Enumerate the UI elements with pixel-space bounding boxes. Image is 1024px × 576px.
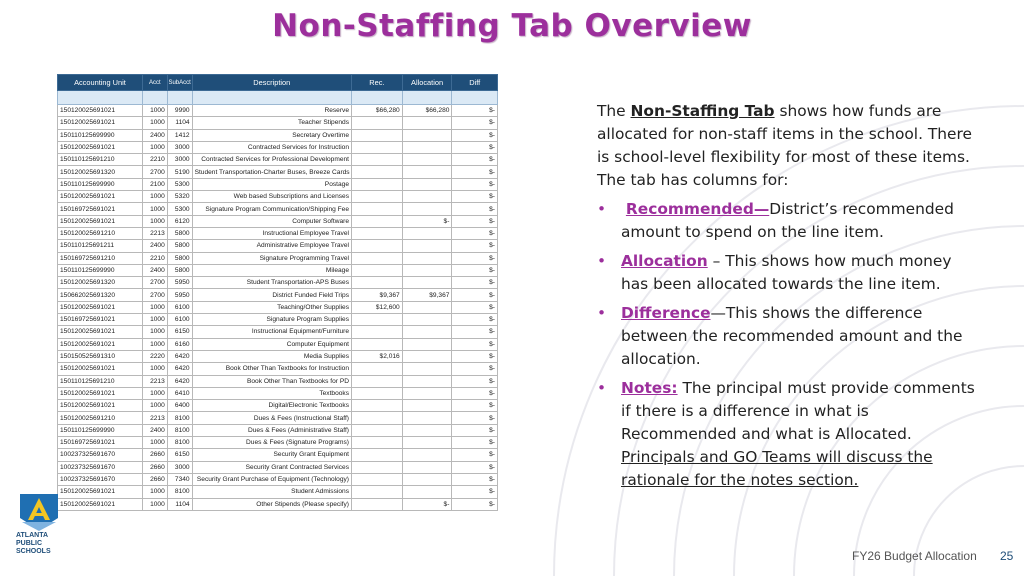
cell-accounting-unit: 150110125691210 — [58, 154, 143, 166]
bullet-dot-icon: • — [597, 252, 607, 270]
cell-acct: 1000 — [142, 117, 167, 129]
table-row — [58, 473, 498, 485]
bullet-allocation: • Allocation – This shows how much money has been allocated towards the line item. — [597, 252, 952, 293]
cell-acct: 2400 — [142, 129, 167, 141]
cell-accounting-unit: 150110125699990 — [58, 129, 143, 141]
cell-acct: 1000 — [142, 387, 167, 399]
cell-description: Teacher Stipends — [192, 117, 351, 129]
cell-subacct: 6420 — [167, 350, 192, 362]
cell-description: Signature Program Communication/Shipping Fee — [192, 203, 351, 215]
cell-accounting-unit: 150662025691320 — [58, 289, 143, 301]
cell-diff: $- — [452, 473, 498, 485]
cell-acct: 1000 — [142, 486, 167, 498]
column-header-rec: Rec. — [352, 75, 403, 91]
table-row — [58, 252, 498, 264]
cell-diff: $- — [452, 105, 498, 117]
cell-diff: $- — [452, 289, 498, 301]
cell-accounting-unit: 150120025691021 — [58, 338, 143, 350]
cell-rec — [352, 437, 403, 449]
cell-subacct: 1104 — [167, 498, 192, 510]
cell-rec — [352, 166, 403, 178]
cell-diff: $- — [452, 141, 498, 153]
cell-description: Other Stipends (Please specify) — [192, 498, 351, 510]
table-row — [58, 215, 498, 227]
cell-description: Signature Program Supplies — [192, 314, 351, 326]
cell-allocation — [402, 473, 452, 485]
table-row — [58, 375, 498, 387]
bullet-difference: • Difference—This shows the difference between the recommended amount and the allocation. — [597, 304, 963, 368]
cell-acct: 2700 — [142, 277, 167, 289]
cell-accounting-unit: 150169725691021 — [58, 314, 143, 326]
page-number: 25 — [1000, 549, 1014, 563]
cell-diff: $- — [452, 203, 498, 215]
table-row — [58, 461, 498, 473]
aps-logo-icon — [16, 492, 62, 532]
table-row — [58, 129, 498, 141]
cell-allocation — [402, 437, 452, 449]
cell-allocation — [402, 277, 452, 289]
cell-description: Textbooks — [192, 387, 351, 399]
cell-diff: $- — [452, 277, 498, 289]
table-row — [58, 277, 498, 289]
cell-acct: 2210 — [142, 154, 167, 166]
cell-acct: 1000 — [142, 498, 167, 510]
cell-allocation — [402, 461, 452, 473]
cell-subacct: 8100 — [167, 437, 192, 449]
cell-allocation — [402, 301, 452, 313]
cell-subacct: 6420 — [167, 363, 192, 375]
cell-accounting-unit: 150110125691210 — [58, 375, 143, 387]
cell-subacct: 6150 — [167, 326, 192, 338]
cell-allocation — [402, 129, 452, 141]
table-row — [58, 105, 498, 117]
cell-accounting-unit: 100237325691670 — [58, 449, 143, 461]
cell-subacct: 6120 — [167, 215, 192, 227]
cell-rec — [352, 277, 403, 289]
cell-allocation — [402, 350, 452, 362]
cell-rec: $12,600 — [352, 301, 403, 313]
cell-subacct: 1104 — [167, 117, 192, 129]
cell-acct: 1000 — [142, 141, 167, 153]
cell-subacct: 6160 — [167, 338, 192, 350]
cell-acct: 1000 — [142, 326, 167, 338]
cell-subacct: 6420 — [167, 375, 192, 387]
cell-rec — [352, 264, 403, 276]
cell-acct: 1000 — [142, 338, 167, 350]
cell-diff: $- — [452, 412, 498, 424]
cell-accounting-unit: 150120025691021 — [58, 498, 143, 510]
table-row — [58, 326, 498, 338]
cell-accounting-unit: 150120025691210 — [58, 227, 143, 239]
cell-rec — [352, 498, 403, 510]
term-notes: Notes: — [621, 379, 678, 397]
cell-rec — [352, 129, 403, 141]
cell-allocation: $9,367 — [402, 289, 452, 301]
cell-accounting-unit: 150120025691320 — [58, 166, 143, 178]
cell-subacct: 5950 — [167, 289, 192, 301]
cell-subacct: 7340 — [167, 473, 192, 485]
cell-allocation — [402, 240, 452, 252]
cell-description: Dues & Fees (Instructional Staff) — [192, 412, 351, 424]
cell-subacct: 6100 — [167, 301, 192, 313]
cell-allocation — [402, 264, 452, 276]
cell-description: Digital/Electronic Textbooks — [192, 400, 351, 412]
cell-description: Security Grant Equipment — [192, 449, 351, 461]
cell-rec — [352, 240, 403, 252]
cell-rec — [352, 252, 403, 264]
cell-description: Student Admissions — [192, 486, 351, 498]
cell-description: Mileage — [192, 264, 351, 276]
cell-rec — [352, 486, 403, 498]
cell-acct: 1000 — [142, 203, 167, 215]
cell-rec — [352, 314, 403, 326]
cell-diff: $- — [452, 400, 498, 412]
column-header-subacct: SubAcct — [167, 75, 192, 91]
cell-acct: 2700 — [142, 289, 167, 301]
cell-rec — [352, 215, 403, 227]
cell-accounting-unit: 150120025691021 — [58, 191, 143, 203]
cell-accounting-unit: 150120025691021 — [58, 215, 143, 227]
cell-diff: $- — [452, 326, 498, 338]
cell-acct: 1000 — [142, 363, 167, 375]
table-row — [58, 227, 498, 239]
non-staffing-table — [57, 74, 498, 511]
bullet-recommended: • Recommended—District’s recommended amount to spend on the line item. — [597, 200, 954, 241]
table-row — [58, 437, 498, 449]
aps-logo-text: ATLANTA PUBLIC SCHOOLS — [16, 532, 51, 555]
term-recommended: Recommended— — [625, 200, 770, 218]
cell-subacct: 5800 — [167, 227, 192, 239]
cell-subacct: 6150 — [167, 449, 192, 461]
cell-acct: 1000 — [142, 105, 167, 117]
cell-accounting-unit: 150120025691021 — [58, 387, 143, 399]
cell-description: Book Other Than Textbooks for PD — [192, 375, 351, 387]
cell-diff: $- — [452, 350, 498, 362]
cell-rec — [352, 461, 403, 473]
cell-allocation — [402, 486, 452, 498]
cell-description: Signature Programming Travel — [192, 252, 351, 264]
cell-rec — [352, 449, 403, 461]
cell-subacct: 5300 — [167, 178, 192, 190]
cell-accounting-unit: 150120025691021 — [58, 363, 143, 375]
cell-allocation — [402, 326, 452, 338]
cell-allocation — [402, 178, 452, 190]
table-row — [58, 178, 498, 190]
cell-subacct: 5190 — [167, 166, 192, 178]
cell-diff: $- — [452, 117, 498, 129]
cell-diff: $- — [452, 338, 498, 350]
cell-acct: 2220 — [142, 350, 167, 362]
cell-description: Computer Software — [192, 215, 351, 227]
cell-diff: $- — [452, 437, 498, 449]
cell-rec: $66,280 — [352, 105, 403, 117]
cell-acct: 2700 — [142, 166, 167, 178]
cell-diff: $- — [452, 486, 498, 498]
cell-accounting-unit: 150169725691021 — [58, 437, 143, 449]
cell-rec — [352, 326, 403, 338]
cell-allocation — [402, 412, 452, 424]
cell-acct: 1000 — [142, 191, 167, 203]
cell-rec: $9,367 — [352, 289, 403, 301]
cell-subacct: 5320 — [167, 191, 192, 203]
cell-allocation — [402, 449, 452, 461]
cell-acct: 1000 — [142, 437, 167, 449]
cell-acct: 2660 — [142, 473, 167, 485]
cell-accounting-unit: 150110125699990 — [58, 178, 143, 190]
cell-acct: 1000 — [142, 314, 167, 326]
cell-description: Media Supplies — [192, 350, 351, 362]
cell-description: Postage — [192, 178, 351, 190]
slide-title: Non-Staffing Tab Overview — [272, 8, 752, 44]
cell-allocation — [402, 117, 452, 129]
cell-description: Reserve — [192, 105, 351, 117]
cell-description: Security Grant Purchase of Equipment (Technology) — [192, 473, 351, 485]
table-row — [58, 154, 498, 166]
cell-subacct: 5800 — [167, 252, 192, 264]
cell-allocation — [402, 375, 452, 387]
cell-allocation — [402, 141, 452, 153]
cell-diff: $- — [452, 129, 498, 141]
cell-allocation — [402, 191, 452, 203]
cell-description: Book Other Than Textbooks for Instruction — [192, 363, 351, 375]
cell-accounting-unit: 150120025691021 — [58, 486, 143, 498]
cell-subacct: 3000 — [167, 141, 192, 153]
table-row — [58, 400, 498, 412]
cell-description: Teaching/Other Supplies — [192, 301, 351, 313]
cell-rec — [352, 178, 403, 190]
cell-allocation — [402, 252, 452, 264]
cell-diff: $- — [452, 240, 498, 252]
cell-diff: $- — [452, 191, 498, 203]
table-row — [58, 498, 498, 510]
cell-allocation — [402, 227, 452, 239]
bullet-dot-icon: • — [597, 200, 607, 218]
table-row — [58, 338, 498, 350]
cell-rec — [352, 424, 403, 436]
cell-diff: $- — [452, 178, 498, 190]
cell-allocation: $- — [402, 215, 452, 227]
cell-acct: 2213 — [142, 227, 167, 239]
column-header-diff: Diff — [452, 75, 498, 91]
cell-diff: $- — [452, 215, 498, 227]
cell-accounting-unit: 150120025691021 — [58, 301, 143, 313]
cell-subacct: 9990 — [167, 105, 192, 117]
column-bullets — [597, 198, 977, 492]
cell-rec — [352, 154, 403, 166]
cell-subacct: 3000 — [167, 461, 192, 473]
cell-accounting-unit: 150120025691021 — [58, 117, 143, 129]
cell-diff: $- — [452, 424, 498, 436]
cell-allocation — [402, 203, 452, 215]
cell-accounting-unit: 150120025691320 — [58, 277, 143, 289]
cell-acct: 2213 — [142, 375, 167, 387]
cell-subacct: 8100 — [167, 486, 192, 498]
cell-diff: $- — [452, 375, 498, 387]
cell-rec — [352, 412, 403, 424]
cell-acct: 1000 — [142, 215, 167, 227]
cell-subacct: 3000 — [167, 154, 192, 166]
header-spacer-row — [58, 91, 498, 105]
cell-diff: $- — [452, 449, 498, 461]
cell-rec — [352, 141, 403, 153]
cell-acct: 2100 — [142, 178, 167, 190]
cell-description: Secretary Overtime — [192, 129, 351, 141]
table-row — [58, 264, 498, 276]
cell-diff: $- — [452, 166, 498, 178]
cell-subacct: 6400 — [167, 400, 192, 412]
cell-accounting-unit: 150120025691021 — [58, 105, 143, 117]
cell-diff: $- — [452, 252, 498, 264]
explanation-panel — [597, 100, 977, 498]
cell-description: Instructional Employee Travel — [192, 227, 351, 239]
column-header-accounting-unit: Accounting Unit — [58, 75, 143, 91]
cell-allocation — [402, 338, 452, 350]
cell-rec — [352, 375, 403, 387]
cell-acct: 1000 — [142, 400, 167, 412]
cell-subacct: 5950 — [167, 277, 192, 289]
cell-rec — [352, 191, 403, 203]
column-header-acct: Acct — [142, 75, 167, 91]
cell-accounting-unit: 150120025691021 — [58, 141, 143, 153]
cell-subacct: 8100 — [167, 412, 192, 424]
cell-accounting-unit: 150120025691021 — [58, 400, 143, 412]
cell-allocation — [402, 363, 452, 375]
cell-acct: 2400 — [142, 264, 167, 276]
intro-paragraph: The Non-Staffing Tab shows how funds are allocated for non-staff items in the school. There is school-level flexibility for most of these items. The tab has columns for: — [597, 102, 972, 189]
cell-diff: $- — [452, 314, 498, 326]
cell-accounting-unit: 100237325691670 — [58, 473, 143, 485]
cell-diff: $- — [452, 461, 498, 473]
cell-acct: 2660 — [142, 449, 167, 461]
table-row — [58, 449, 498, 461]
cell-rec: $2,016 — [352, 350, 403, 362]
cell-rec — [352, 203, 403, 215]
table-row — [58, 166, 498, 178]
cell-description: Dues & Fees (Signature Programs) — [192, 437, 351, 449]
footer-label: FY26 Budget Allocation — [852, 549, 977, 563]
table-row — [58, 387, 498, 399]
cell-subacct: 5800 — [167, 264, 192, 276]
table-row — [58, 141, 498, 153]
cell-rec — [352, 473, 403, 485]
cell-diff: $- — [452, 227, 498, 239]
cell-description: Instructional Equipment/Furniture — [192, 326, 351, 338]
cell-subacct: 1412 — [167, 129, 192, 141]
term-allocation: Allocation — [621, 252, 708, 270]
table-row — [58, 301, 498, 313]
cell-acct: 2400 — [142, 240, 167, 252]
cell-description: Web based Subscriptions and Licenses — [192, 191, 351, 203]
cell-description: Student Transportation-Charter Buses, Breeze Cards — [192, 166, 351, 178]
table-row — [58, 363, 498, 375]
cell-accounting-unit: 150120025691021 — [58, 326, 143, 338]
cell-acct: 2660 — [142, 461, 167, 473]
non-staffing-tab-term: Non-Staffing Tab — [630, 102, 775, 120]
table-row — [58, 412, 498, 424]
table-row — [58, 486, 498, 498]
cell-description: District Funded Field Trips — [192, 289, 351, 301]
cell-description: Security Grant Contracted Services — [192, 461, 351, 473]
cell-description: Dues & Fees (Administrative Staff) — [192, 424, 351, 436]
bullet-dot-icon: • — [597, 379, 607, 397]
table-row — [58, 350, 498, 362]
cell-accounting-unit: 150110125699990 — [58, 424, 143, 436]
table-header-row — [58, 75, 498, 91]
cell-diff: $- — [452, 363, 498, 375]
cell-subacct: 5300 — [167, 203, 192, 215]
cell-allocation — [402, 400, 452, 412]
table-row — [58, 289, 498, 301]
cell-rec — [352, 400, 403, 412]
cell-rec — [352, 227, 403, 239]
cell-diff: $- — [452, 301, 498, 313]
cell-diff: $- — [452, 264, 498, 276]
cell-subacct: 5800 — [167, 240, 192, 252]
cell-allocation: $66,280 — [402, 105, 452, 117]
cell-allocation — [402, 166, 452, 178]
cell-allocation — [402, 424, 452, 436]
cell-diff: $- — [452, 498, 498, 510]
cell-acct: 1000 — [142, 301, 167, 313]
table-row — [58, 117, 498, 129]
cell-subacct: 6410 — [167, 387, 192, 399]
table-row — [58, 314, 498, 326]
cell-acct: 2210 — [142, 252, 167, 264]
cell-rec — [352, 387, 403, 399]
cell-accounting-unit: 150169725691021 — [58, 203, 143, 215]
cell-description: Contracted Services for Professional Development — [192, 154, 351, 166]
cell-description: Student Transportation-APS Buses — [192, 277, 351, 289]
table-row — [58, 240, 498, 252]
cell-rec — [352, 338, 403, 350]
cell-acct: 2400 — [142, 424, 167, 436]
cell-accounting-unit: 150169725691210 — [58, 252, 143, 264]
cell-diff: $- — [452, 154, 498, 166]
cell-diff: $- — [452, 387, 498, 399]
cell-accounting-unit: 150120025691210 — [58, 412, 143, 424]
cell-description: Computer Equipment — [192, 338, 351, 350]
cell-allocation — [402, 154, 452, 166]
cell-subacct: 6100 — [167, 314, 192, 326]
cell-subacct: 8100 — [167, 424, 192, 436]
cell-rec — [352, 117, 403, 129]
cell-accounting-unit: 100237325691670 — [58, 461, 143, 473]
table-row — [58, 203, 498, 215]
cell-description: Contracted Services for Instruction — [192, 141, 351, 153]
table-row — [58, 191, 498, 203]
cell-acct: 2213 — [142, 412, 167, 424]
column-header-description: Description — [192, 75, 351, 91]
cell-description: Administrative Employee Travel — [192, 240, 351, 252]
term-difference: Difference — [621, 304, 711, 322]
cell-allocation: $- — [402, 498, 452, 510]
bullet-dot-icon: • — [597, 304, 607, 322]
cell-allocation — [402, 387, 452, 399]
cell-rec — [352, 363, 403, 375]
cell-accounting-unit: 150110125699990 — [58, 264, 143, 276]
column-header-allocation: Allocation — [402, 75, 452, 91]
bullet-notes: • Notes: The principal must provide comments if there is a difference in what is Recommended and what is Allocated. Principals and GO Teams will discuss the rationale for the notes section. — [597, 379, 975, 489]
table-row — [58, 424, 498, 436]
cell-accounting-unit: 150150525691310 — [58, 350, 143, 362]
cell-accounting-unit: 150110125691211 — [58, 240, 143, 252]
cell-allocation — [402, 314, 452, 326]
